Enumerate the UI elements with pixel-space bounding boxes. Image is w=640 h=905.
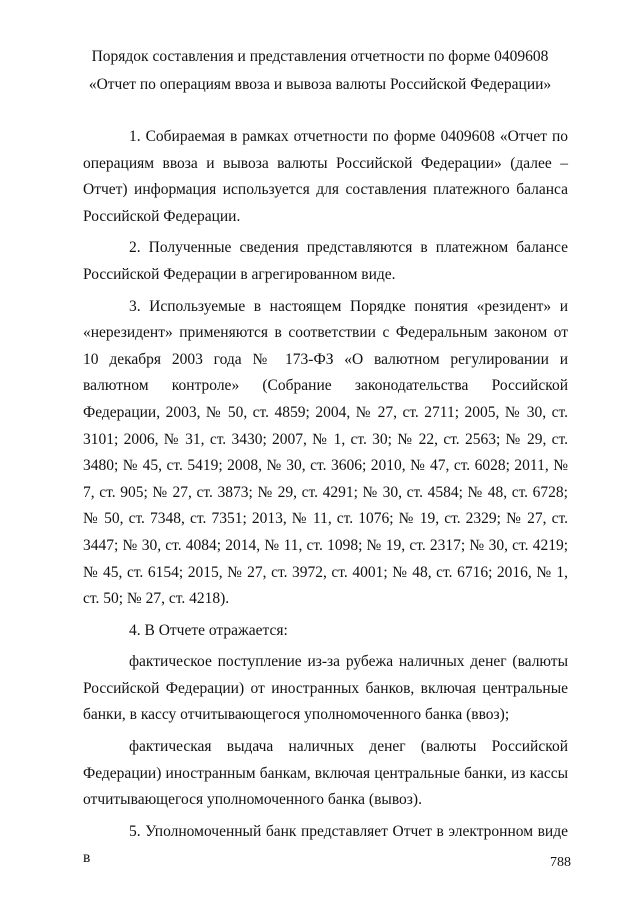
paragraph-5: 5. Уполномоченный банк представляет Отчет в электронном виде в [83, 822, 568, 867]
paragraph-2: 2. Полученные сведения представляются в платежном балансе Российской Федерации в агрегированном виде. [83, 239, 568, 283]
paragraph-4: 4. В Отчете отражается: [129, 621, 288, 639]
document-header [60, 43, 580, 99]
paragraph-1: 1. Собираемая в рамках отчетности по форме 0409608 «Отчет по операциям ввоза и вывоза валюты Российской Федерации» (далее – Отчет) информация используется для составления платежного баланса Российской Федерации. [83, 128, 568, 225]
header-title-line-1: Порядок составления и представления отчетности по форме 0409608 [91, 48, 549, 65]
page-number: 788 [550, 855, 571, 870]
paragraph-3: 3. Используемые в настоящем Порядке понятия «резидент» и «нерезидент» применяются в соответствии с Федеральным законом от 10 декабря 2003 года № 173-ФЗ «О валютном регулировании и валютном контроле» (Собрание законодательства Российской Федерации, 2003, № 50, ст. 4859; 2004, № 27, ст. 2711; 2005, № 30, ст. 3101; 2006, № 31, ст. 3430; 2007, № 1, ст. 30; № 22, ст. 2563; № 29, ст. 3480; № 45, ст. 5419; 2008, № 30, ст. 3606; 2010, № 47, ст. 6028; 2011, № 7, ст. 905; № 27, ст. 3873; № 29, ст. 4291; № 30, ст. 4584; № 48, ст. 6728; № 50, ст. 7348, ст. 7351; 2013, № 11, ст. 1076; № 19, ст. 2329; № 27, ст. 3447; № 30, ст. 4084; 2014, № 11, ст. 1098; № 19, ст. 2317; № 30, ст. 4219; № 45, ст. 6154; 2015, № 27, ст. 3972, ст. 4001; № 48, ст. 6716; 2016, № 1, ст. 50; № 27, ст. 4218). [83, 297, 568, 608]
header-title-line-2: «Отчет по операциям ввоза и вывоза валюты Российской Федерации» [88, 76, 552, 93]
paragraph-4-item-export: фактическая выдача наличных денег (валюты Российской Федерации) иностранным банкам, включая центральные банки, из кассы отчитывающегося уполномоченного банка (вывоз). [83, 738, 568, 809]
document-body [83, 124, 568, 877]
paragraph-4-item-import: фактическое поступление из-за рубежа наличных денег (валюты Российской Федерации) от иностранных банков, включая центральные банки, в кассу отчитывающегося уполномоченного банка (ввоз); [83, 653, 568, 724]
